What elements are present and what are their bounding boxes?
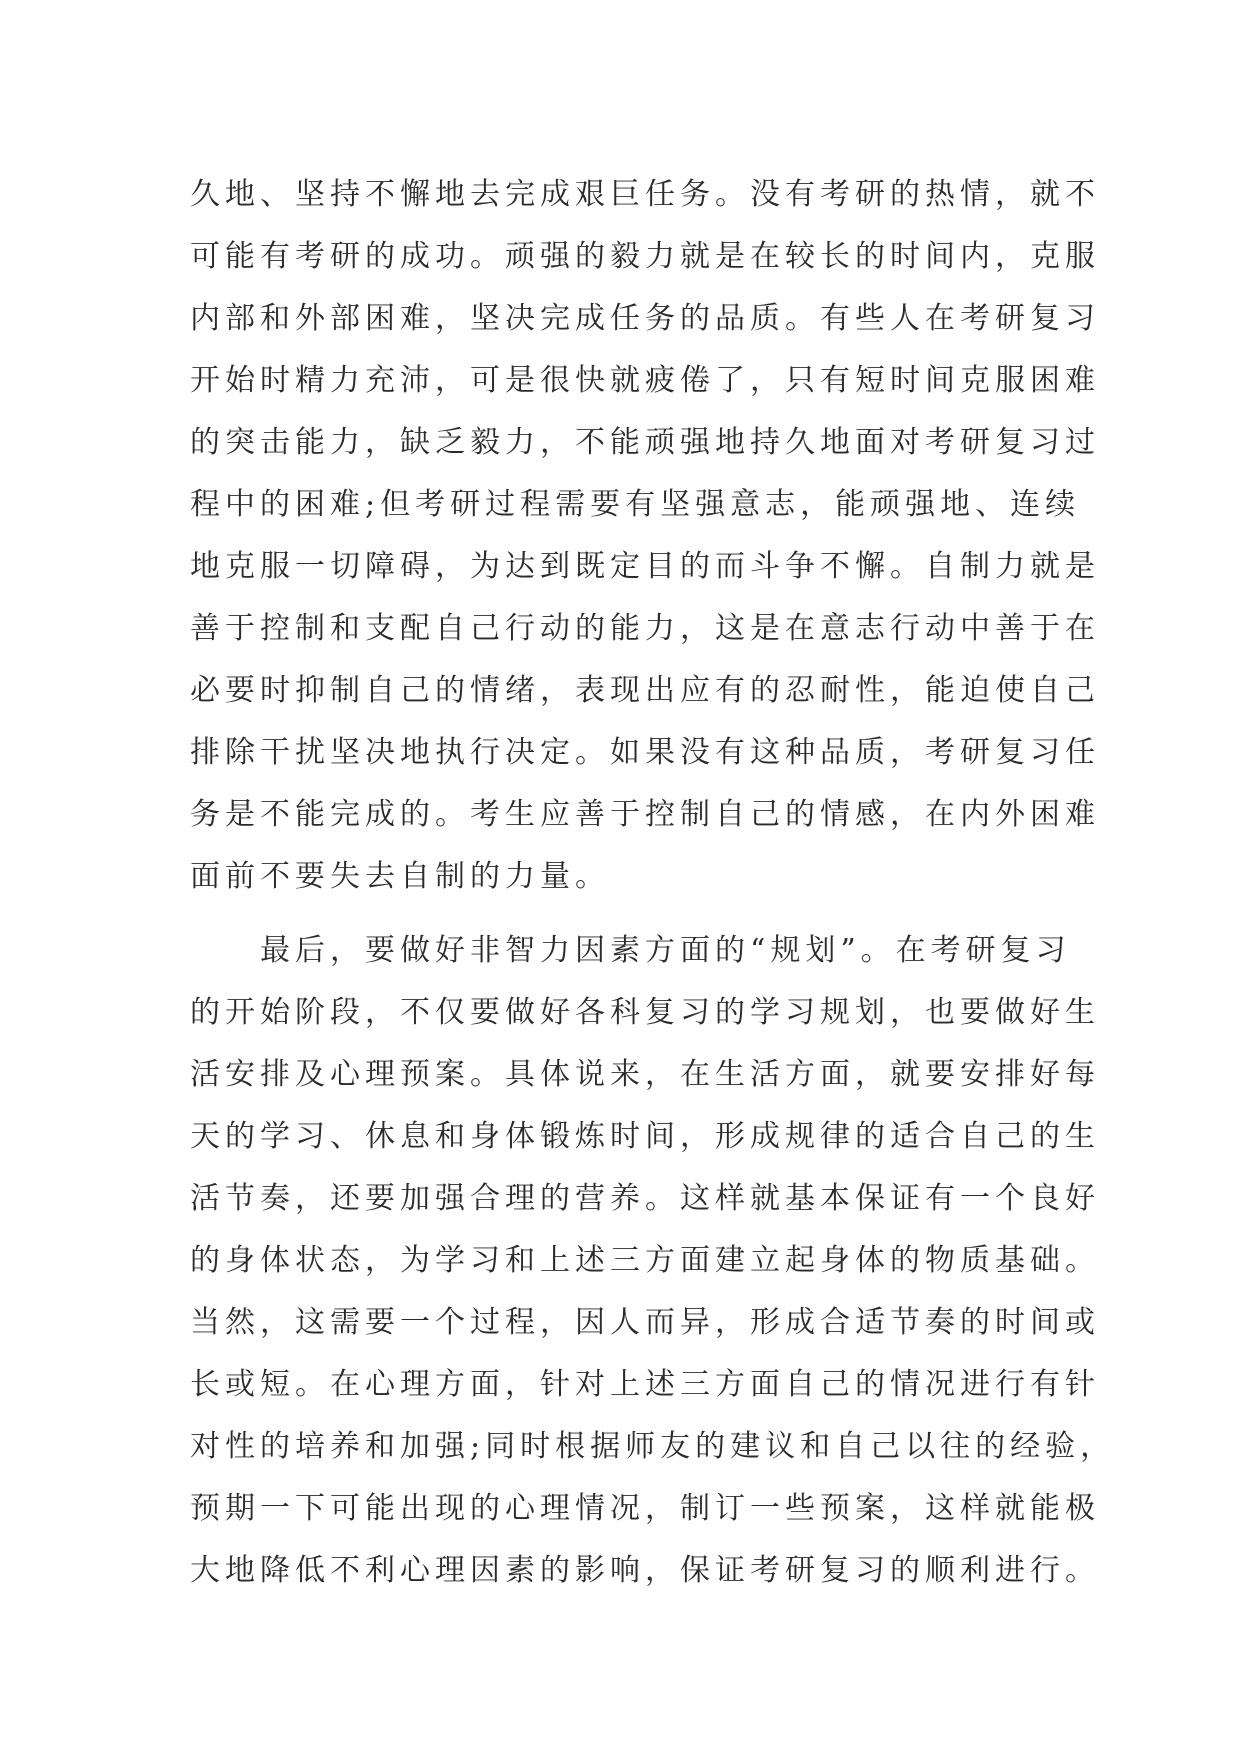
text-line: 活节奏，还要加强合理的营养。这样就基本保证有一个良好 bbox=[190, 1181, 1100, 1216]
text-line: 善于控制和支配自己行动的能力，这是在意志行动中善于在 bbox=[190, 611, 1100, 646]
text-line: 对性的培养和加强;同时根据师友的建议和自己以往的经验， bbox=[190, 1429, 1116, 1464]
text-line: 天的学习、休息和身体锻炼时间，形成规律的适合自己的生 bbox=[190, 1119, 1100, 1154]
paragraph-2 bbox=[190, 920, 1116, 1602]
text-line: 可能有考研的成功。顽强的毅力就是在较长的时间内，克服 bbox=[190, 239, 1100, 274]
text-line: 必要时抑制自己的情绪，表现出应有的忍耐性，能迫使自己 bbox=[190, 673, 1100, 708]
text-line: 内部和外部困难，坚决完成任务的品质。有些人在考研复习 bbox=[190, 301, 1100, 336]
text-line: 的开始阶段，不仅要做好各科复习的学习规划，也要做好生 bbox=[190, 995, 1100, 1030]
text-line-indented: 最后，要做好非智力因素方面的“规划”。在考研复习 bbox=[260, 933, 1071, 968]
text-line: 务是不能完成的。考生应善于控制自己的情感，在内外困难 bbox=[190, 797, 1100, 832]
paragraph-1 bbox=[190, 164, 1100, 908]
text-line: 排除干扰坚决地执行决定。如果没有这种品质，考研复习任 bbox=[190, 735, 1100, 770]
text-line: 的身体状态，为学习和上述三方面建立起身体的物质基础。 bbox=[190, 1243, 1100, 1278]
text-line: 当然，这需要一个过程，因人而异，形成合适节奏的时间或 bbox=[190, 1305, 1100, 1340]
text-line: 久地、坚持不懈地去完成艰巨任务。没有考研的热情，就不 bbox=[190, 177, 1100, 212]
text-line: 面前不要失去自制的力量。 bbox=[190, 859, 610, 894]
text-line: 预期一下可能出现的心理情况，制订一些预案，这样就能极 bbox=[190, 1491, 1100, 1526]
text-line: 长或短。在心理方面，针对上述三方面自己的情况进行有针 bbox=[190, 1367, 1100, 1402]
text-line: 开始时精力充沛，可是很快就疲倦了，只有短时间克服困难 bbox=[190, 363, 1100, 398]
text-line: 程中的困难;但考研过程需要有坚强意志，能顽强地、连续 bbox=[190, 487, 1081, 522]
text-line: 地克服一切障碍，为达到既定目的而斗争不懈。自制力就是 bbox=[190, 549, 1100, 584]
text-line: 的突击能力，缺乏毅力，不能顽强地持久地面对考研复习过 bbox=[190, 425, 1100, 460]
text-line: 活安排及心理预案。具体说来，在生活方面，就要安排好每 bbox=[190, 1057, 1100, 1092]
text-line: 大地降低不利心理因素的影响，保证考研复习的顺利进行。 bbox=[190, 1553, 1100, 1588]
